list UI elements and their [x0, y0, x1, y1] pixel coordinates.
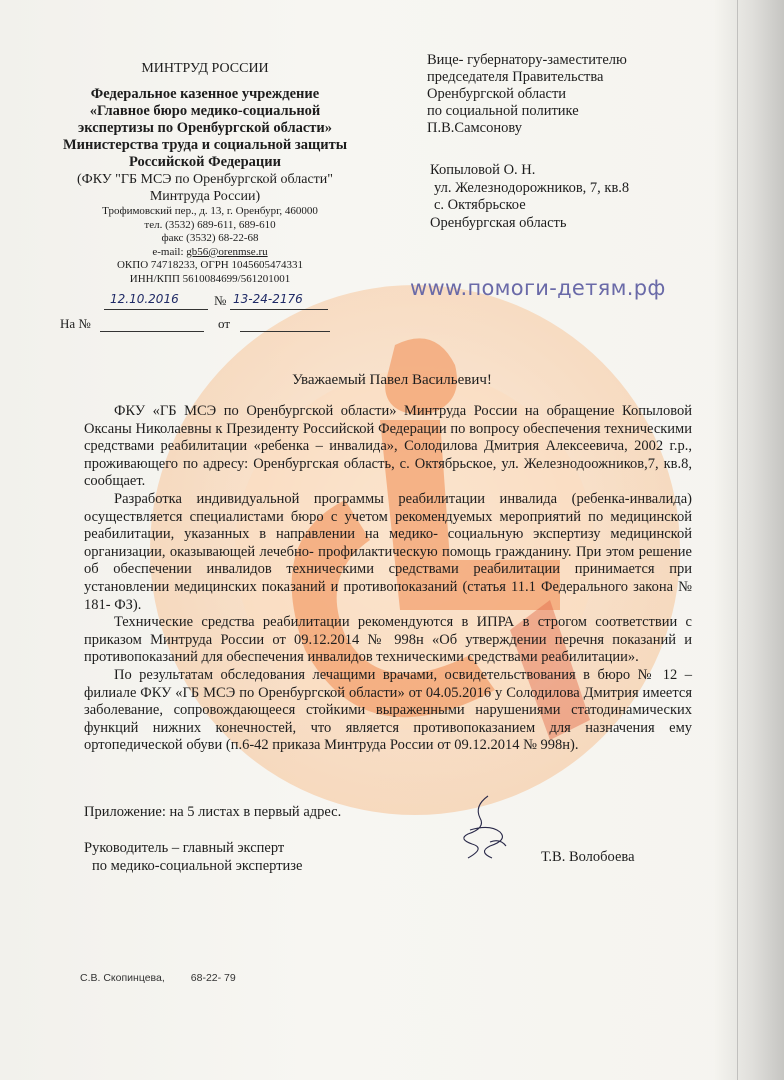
body-paragraph: Разработка индивидуальной программы реабилитации инвалида (ребенка-инвалида) осуществляется специалистами бюро с учетом рекомендуемых мероприятий по медицинской реабилитации, указанных в направлении на медико- социальную экспертизу медицинской организации, оказывающей лечебно- профилактическую помощь гражданину. При этом решение об обеспечении инвалидов техническими средствами реабилитации принимается при установлении медицинских показаний и противопоказаний (статья 11.1 Федерального закона № 181- ФЗ).	[84, 490, 692, 613]
primary-addressee	[427, 52, 707, 137]
org-phones: тел. (3532) 689-611, 689-610	[144, 218, 276, 231]
org-fax: факс (3532) 68-22-68	[161, 232, 259, 244]
signer-name: Т.В. Волобоева	[541, 849, 635, 865]
copy-addressee	[430, 162, 710, 232]
org-name-line: «Главное бюро медико-социальной	[89, 103, 321, 119]
reply-from-label: от	[218, 316, 231, 331]
org-name-line: Министерства труда и социальной защиты	[62, 137, 348, 153]
number-underline	[230, 309, 328, 310]
registration-no-label: №	[214, 293, 227, 308]
letter-body	[84, 403, 692, 755]
organization-header	[55, 60, 355, 205]
org-okpo: ОКПО 74718233, ОГРН 1045605474331	[116, 259, 304, 271]
signer-title-line: Руководитель – главный эксперт	[84, 840, 285, 856]
page-edge-shadow	[714, 0, 784, 1080]
signer-title	[84, 839, 302, 875]
org-email-line	[60, 246, 360, 260]
addressee-line: Оренбургской области	[427, 86, 567, 102]
org-short-name: Минтруда России)	[149, 189, 261, 204]
addressee-line: Вице- губернатору-заместителю	[427, 52, 627, 68]
salutation: Уважаемый Павел Васильевич!	[292, 372, 492, 388]
reply-from-underline	[240, 331, 330, 332]
ministry-name: МИНТРУД РОССИИ	[141, 61, 269, 76]
org-short-name: (ФКУ "ГБ МСЭ по Оренбургской области"	[76, 172, 334, 187]
addressee-line: председателя Правительства	[427, 69, 604, 85]
email-label: e-mail:	[152, 245, 187, 258]
date-underline	[104, 309, 208, 310]
reply-no-underline	[100, 331, 204, 332]
handwritten-signature	[440, 790, 530, 865]
copy-addressee-line: Оренбургская область	[430, 214, 567, 231]
copy-addressee-line: Копыловой О. Н.	[430, 162, 536, 178]
appendix-note: Приложение: на 5 листах в первый адрес.	[84, 804, 342, 820]
page-fold-line	[737, 0, 738, 1080]
registration-block	[60, 291, 350, 331]
body-paragraph: ФКУ «ГБ МСЭ по Оренбургской области» Минтруда России на обращение Копыловой Оксаны Николаевны к Президенту Российской Федерации по вопросу обеспечения техническими средствами реабилитации «ребенка – инвалида», Солодилова Дмитрия Алексеевича, 2002 г.р., проживающего по адресу: Оренбургская область, с. Октябрьское, ул. Железнодоожников,7, кв.8, сообщает.	[84, 403, 692, 490]
addressee-line: П.В.Самсонову	[427, 120, 522, 136]
signer-title-line: по медико-социальной экспертизе	[92, 858, 303, 874]
watermark-url: www.помоги-детям.рф	[410, 276, 666, 300]
registration-number: 13-24-2176	[233, 292, 303, 306]
body-paragraph: Технические средства реабилитации рекомендуются в ИПРА в строгом соответствии с приказом Минтруда России от 09.12.2014 № 998н «Об утверждении перечня показаний и противопоказаний для обеспечения инвалидов техническими средствами реабилитации».	[84, 614, 692, 666]
executor-footer	[80, 972, 236, 984]
body-paragraph: По результатам обследования лечащими врачами, освидетельствования в бюро № 12 – филиале ФКУ «ГБ МСЭ по Оренбургской области» от 04.05.2016 у Солодилова Дмитрия имеется заболевание, сопровождающееся стойкими выраженными нарушениями статодинамических функций нижних конечностей, что является противопоказанием для назначения ему ортопедической обуви (п.6-42 приказа Минтруда России от 09.12.2014 № 998н).	[84, 666, 692, 754]
addressee-line: по социальной политике	[427, 103, 579, 119]
organization-contacts	[60, 205, 360, 286]
org-inn: ИНН/КПП 5610084699/561201001	[129, 272, 291, 285]
executor-phone: 68-22- 79	[190, 972, 236, 984]
org-name-line: Федеральное казенное учреждение	[90, 86, 320, 102]
org-name-line: Российской Федерации	[128, 154, 281, 170]
email-link[interactable]: gb56@orenmse.ru	[186, 245, 268, 258]
org-address: Трофимовский пер., д. 13, г. Оренбург, 460000	[102, 205, 318, 217]
org-name-line: экспертизы по Оренбургской области»	[77, 120, 333, 136]
executor-name: С.В. Скопинцева,	[80, 972, 165, 984]
copy-addressee-line: ул. Железнодорожников, 7, кв.8	[434, 179, 630, 196]
registration-date: 12.10.2016	[110, 292, 179, 306]
reply-to-no-label: На №	[60, 316, 91, 331]
copy-addressee-line: с. Октябрьское	[434, 197, 526, 213]
